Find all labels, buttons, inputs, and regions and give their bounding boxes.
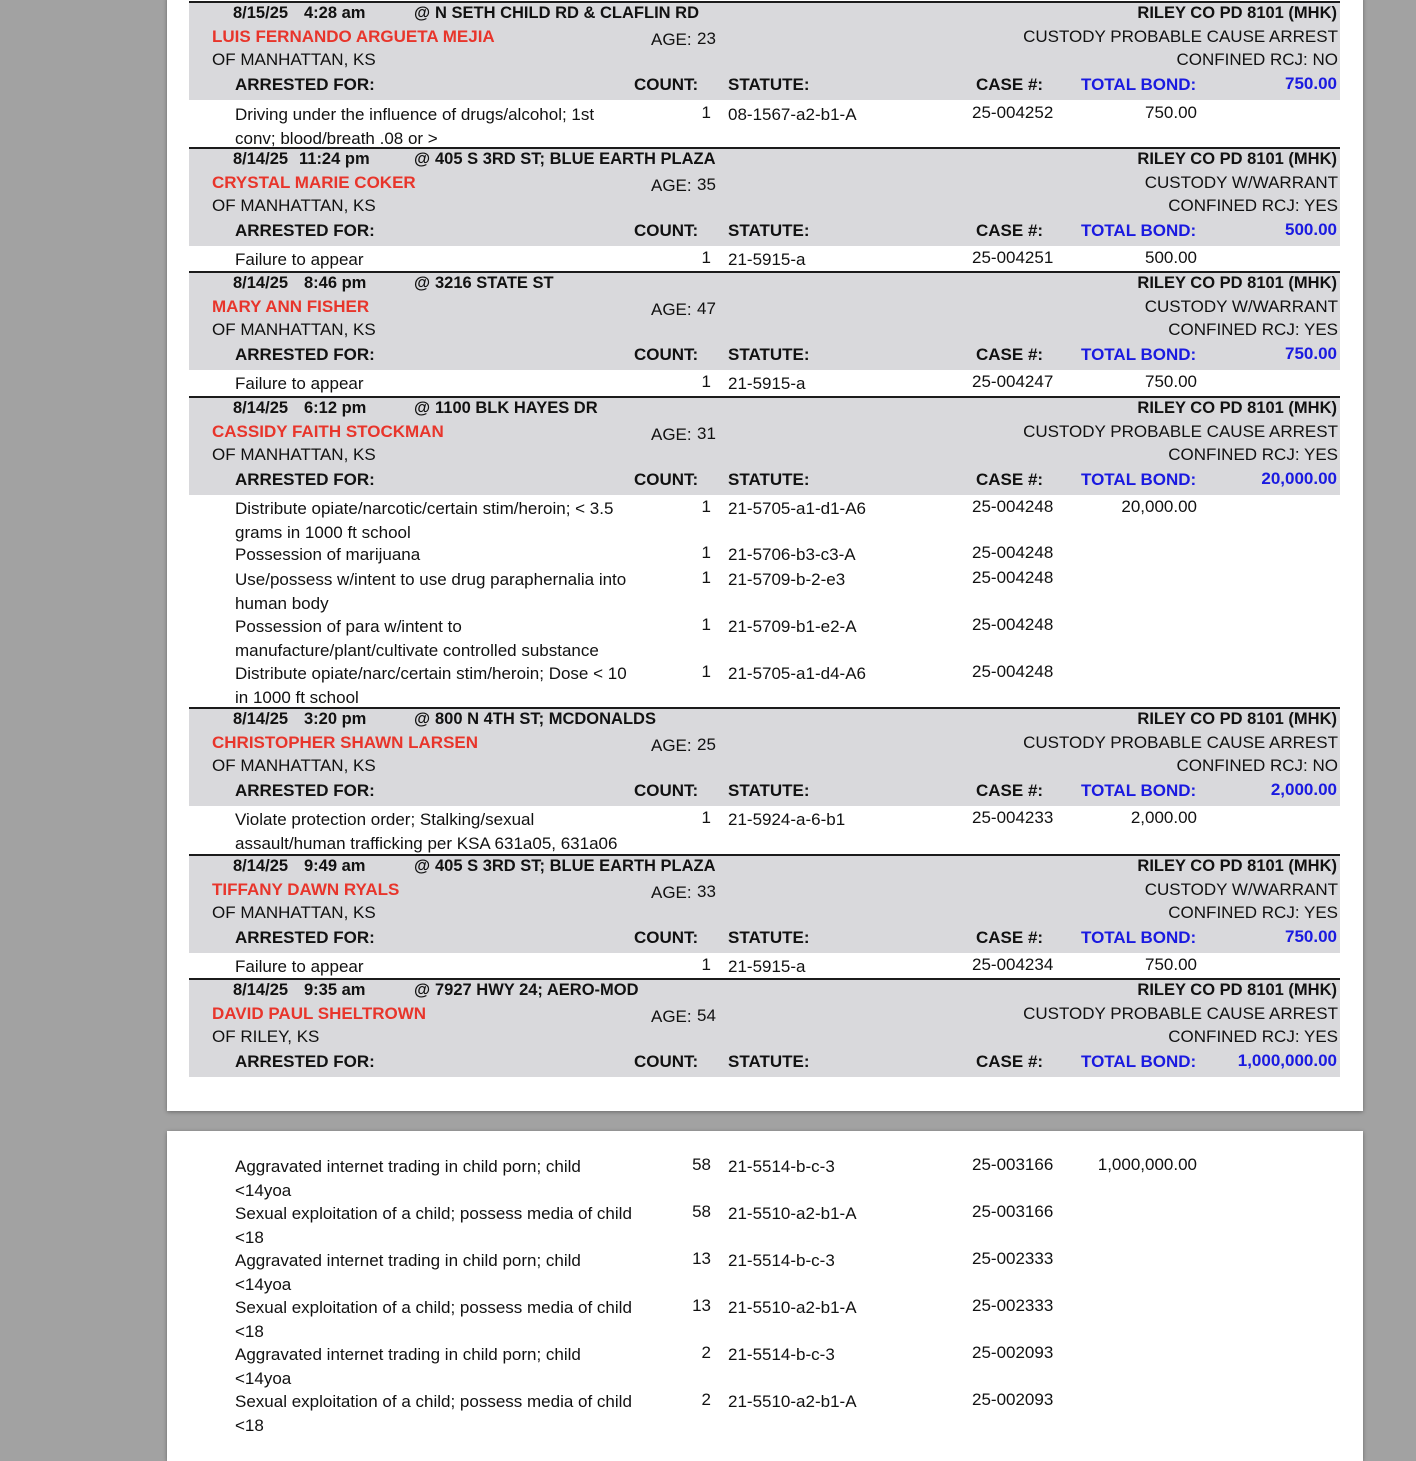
age-label: AGE: <box>651 176 692 195</box>
age-value: 33 <box>697 882 716 901</box>
arrestee-name: CHRISTOPHER SHAWN LARSEN <box>212 733 479 752</box>
agency: RILEY CO PD 8101 (MHK) <box>1137 710 1337 728</box>
arrest-date: 8/14/25 <box>233 150 289 168</box>
at-symbol: @ <box>414 857 431 875</box>
charge-case-number: 25-004252 <box>972 103 1054 122</box>
charge-case-number: 25-004248 <box>972 568 1054 587</box>
age-label: AGE: <box>651 736 692 755</box>
custody-type: CUSTODY PROBABLE CAUSE ARREST <box>1023 733 1338 752</box>
arrest-location: 1100 BLK HAYES DR <box>435 399 598 417</box>
charge-statute: 21-5915-a <box>728 250 806 269</box>
charge-description: Aggravated internet trading in child porn; child <14yoa <box>235 1157 581 1200</box>
charge-statute: 08-1567-a2-b1-A <box>728 105 857 124</box>
charge-bond: 500.00 <box>1145 248 1197 267</box>
total-bond-value: 750.00 <box>1285 344 1337 363</box>
age-value: 23 <box>697 29 716 48</box>
charge-statute: 21-5510-a2-b1-A <box>728 1298 857 1317</box>
charge-statute: 21-5924-a-6-b1 <box>728 810 846 829</box>
confined-status: CONFINED RCJ: YES <box>1168 1027 1338 1046</box>
total-bond-value: 1,000,000.00 <box>1237 1051 1337 1070</box>
arrest-date: 8/14/25 <box>233 399 289 417</box>
arrestee-city: OF RILEY, KS <box>212 1027 320 1046</box>
charge-statute: 21-5709-b-2-e3 <box>728 570 846 589</box>
arrest-date: 8/15/25 <box>233 4 289 22</box>
case-label: CASE #: <box>976 1052 1044 1071</box>
charge-description: Sexual exploitation of a child; possess media of child <18 <box>235 1392 632 1435</box>
at-symbol: @ <box>414 4 431 22</box>
count-label: COUNT: <box>634 75 699 94</box>
case-label: CASE #: <box>976 781 1044 800</box>
custody-type: CUSTODY W/WARRANT <box>1144 297 1338 316</box>
agency: RILEY CO PD 8101 (MHK) <box>1137 399 1337 417</box>
charge-description: Possession of marijuana <box>235 545 421 564</box>
charge-count: 1 <box>701 615 711 634</box>
age-value: 35 <box>697 175 716 194</box>
arrest-location: 7927 HWY 24; AERO-MOD <box>435 981 639 999</box>
charge-description: Failure to appear <box>235 374 364 393</box>
age-label: AGE: <box>651 1007 692 1026</box>
charge-count: 58 <box>692 1202 711 1221</box>
case-label: CASE #: <box>976 345 1044 364</box>
charge-statute: 21-5514-b-c-3 <box>728 1251 835 1270</box>
charge-description: Use/possess w/intent to use drug paraphernalia into human body <box>235 570 627 613</box>
charge-case-number: 25-004247 <box>972 372 1054 391</box>
arrested-for-label: ARRESTED FOR: <box>235 470 375 489</box>
statute-label: STATUTE: <box>728 221 810 240</box>
charge-count: 1 <box>701 543 711 562</box>
statute-label: STATUTE: <box>728 75 810 94</box>
agency: RILEY CO PD 8101 (MHK) <box>1137 857 1337 875</box>
at-symbol: @ <box>414 981 431 999</box>
arrest-time: 9:35 am <box>304 981 366 999</box>
charge-case-number: 25-004248 <box>972 543 1054 562</box>
total-bond-label: TOTAL BOND: <box>1081 345 1197 364</box>
charge-case-number: 25-002093 <box>972 1390 1054 1409</box>
charge-case-number: 25-002333 <box>972 1249 1054 1268</box>
charge-statute: 21-5709-b1-e2-A <box>728 617 857 636</box>
total-bond-value: 750.00 <box>1285 927 1337 946</box>
charge-description: Sexual exploitation of a child; possess media of child <18 <box>235 1204 632 1247</box>
charge-statute: 21-5705-a1-d1-A6 <box>728 499 866 518</box>
arrestee-name: LUIS FERNANDO ARGUETA MEJIA <box>212 27 495 46</box>
charge-case-number: 25-002333 <box>972 1296 1054 1315</box>
arrest-date: 8/14/25 <box>233 710 289 728</box>
total-bond-value: 500.00 <box>1285 220 1337 239</box>
arrest-location: 3216 STATE ST <box>435 274 554 292</box>
agency: RILEY CO PD 8101 (MHK) <box>1137 981 1337 999</box>
arrestee-name: CRYSTAL MARIE COKER <box>212 173 416 192</box>
case-label: CASE #: <box>976 221 1044 240</box>
charge-case-number: 25-004233 <box>972 808 1054 827</box>
total-bond-value: 750.00 <box>1285 74 1337 93</box>
agency: RILEY CO PD 8101 (MHK) <box>1137 4 1337 22</box>
arrestee-city: OF MANHATTAN, KS <box>212 320 376 339</box>
charge-description: Sexual exploitation of a child; possess media of child <18 <box>235 1298 632 1341</box>
charge-bond: 750.00 <box>1145 372 1197 391</box>
custody-type: CUSTODY PROBABLE CAUSE ARREST <box>1023 1004 1338 1023</box>
statute-label: STATUTE: <box>728 1052 810 1071</box>
at-symbol: @ <box>414 150 431 168</box>
arrest-location: 405 S 3RD ST; BLUE EARTH PLAZA <box>435 150 716 168</box>
case-label: CASE #: <box>976 75 1044 94</box>
arrested-for-label: ARRESTED FOR: <box>235 781 375 800</box>
arrestee-city: OF MANHATTAN, KS <box>212 445 376 464</box>
charge-statute: 21-5514-b-c-3 <box>728 1345 835 1364</box>
charge-statute: 21-5510-a2-b1-A <box>728 1204 857 1223</box>
charge-bond: 2,000.00 <box>1130 808 1197 827</box>
charge-bond: 750.00 <box>1145 103 1197 122</box>
charge-description: Failure to appear <box>235 957 364 976</box>
charge-case-number: 25-004234 <box>972 955 1054 974</box>
count-label: COUNT: <box>634 781 699 800</box>
charge-case-number: 25-004248 <box>972 497 1054 516</box>
custody-type: CUSTODY PROBABLE CAUSE ARREST <box>1023 422 1338 441</box>
age-value: 25 <box>697 735 716 754</box>
charge-count: 1 <box>701 568 711 587</box>
confined-status: CONFINED RCJ: NO <box>1176 50 1338 69</box>
report-page-1 <box>167 0 1363 1111</box>
charge-case-number: 25-003166 <box>972 1155 1054 1174</box>
arrested-for-label: ARRESTED FOR: <box>235 75 375 94</box>
arrested-for-label: ARRESTED FOR: <box>235 1052 375 1071</box>
total-bond-value: 20,000.00 <box>1261 469 1337 488</box>
statute-label: STATUTE: <box>728 470 810 489</box>
total-bond-label: TOTAL BOND: <box>1081 781 1197 800</box>
charge-count: 2 <box>701 1343 711 1362</box>
age-value: 31 <box>697 424 716 443</box>
arrest-location: 800 N 4TH ST; MCDONALDS <box>435 710 656 728</box>
agency: RILEY CO PD 8101 (MHK) <box>1137 274 1337 292</box>
charge-statute: 21-5915-a <box>728 374 806 393</box>
arrest-time: 6:12 pm <box>304 399 367 417</box>
total-bond-label: TOTAL BOND: <box>1081 470 1197 489</box>
count-label: COUNT: <box>634 928 699 947</box>
agency: RILEY CO PD 8101 (MHK) <box>1137 150 1337 168</box>
charge-statute: 21-5514-b-c-3 <box>728 1157 835 1176</box>
charge-count: 1 <box>701 372 711 391</box>
age-label: AGE: <box>651 30 692 49</box>
charge-description: Distribute opiate/narc/certain stim/heroin; Dose < 10 in 1000 ft school <box>235 664 627 707</box>
total-bond-label: TOTAL BOND: <box>1081 221 1197 240</box>
count-label: COUNT: <box>634 345 699 364</box>
charge-description: Aggravated internet trading in child porn; child <14yoa <box>235 1251 581 1294</box>
charge-description: Possession of para w/intent to manufacture/plant/cultivate controlled substance <box>235 617 599 660</box>
charge-case-number: 25-004248 <box>972 662 1054 681</box>
charge-count: 1 <box>701 103 711 122</box>
custody-type: CUSTODY W/WARRANT <box>1144 880 1338 899</box>
arrested-for-label: ARRESTED FOR: <box>235 221 375 240</box>
arrest-time: 3:20 pm <box>304 710 367 728</box>
charge-description: Violate protection order; Stalking/sexual assault/human trafficking per KSA 631a05, 631a06 <box>235 810 618 853</box>
charge-count: 1 <box>701 248 711 267</box>
charge-case-number: 25-004251 <box>972 248 1054 267</box>
age-label: AGE: <box>651 425 692 444</box>
age-value: 47 <box>697 299 716 318</box>
charge-description: Distribute opiate/narcotic/certain stim/heroin; < 3.5 grams in 1000 ft school <box>235 499 614 542</box>
charge-bond: 20,000.00 <box>1121 497 1197 516</box>
arrest-time: 9:49 am <box>304 857 366 875</box>
charge-count: 1 <box>701 497 711 516</box>
arrestee-city: OF MANHATTAN, KS <box>212 196 376 215</box>
count-label: COUNT: <box>634 221 699 240</box>
arrest-location: 405 S 3RD ST; BLUE EARTH PLAZA <box>435 857 716 875</box>
report-page-2 <box>167 1131 1363 1461</box>
arrest-time: 8:46 pm <box>304 274 367 292</box>
arrest-time: 11:24 pm <box>299 150 370 168</box>
confined-status: CONFINED RCJ: YES <box>1168 320 1338 339</box>
charge-case-number: 25-002093 <box>972 1343 1054 1362</box>
total-bond-value: 2,000.00 <box>1270 780 1337 799</box>
age-label: AGE: <box>651 883 692 902</box>
arrest-date: 8/14/25 <box>233 981 289 999</box>
charge-count: 13 <box>692 1249 711 1268</box>
case-label: CASE #: <box>976 928 1044 947</box>
charge-count: 1 <box>701 955 711 974</box>
age-value: 54 <box>697 1006 716 1025</box>
confined-status: CONFINED RCJ: YES <box>1168 903 1338 922</box>
charge-count: 1 <box>701 808 711 827</box>
at-symbol: @ <box>414 274 431 292</box>
charge-statute: 21-5510-a2-b1-A <box>728 1392 857 1411</box>
charge-count: 13 <box>692 1296 711 1315</box>
charge-statute: 21-5706-b3-c3-A <box>728 545 856 564</box>
charge-statute: 21-5705-a1-d4-A6 <box>728 664 866 683</box>
custody-type: CUSTODY W/WARRANT <box>1144 173 1338 192</box>
case-label: CASE #: <box>976 470 1044 489</box>
confined-status: CONFINED RCJ: NO <box>1176 756 1338 775</box>
arrestee-name: DAVID PAUL SHELTROWN <box>212 1004 427 1023</box>
charge-count: 58 <box>692 1155 711 1174</box>
statute-label: STATUTE: <box>728 928 810 947</box>
arrestee-city: OF MANHATTAN, KS <box>212 903 376 922</box>
count-label: COUNT: <box>634 1052 699 1071</box>
charge-case-number: 25-003166 <box>972 1202 1054 1221</box>
at-symbol: @ <box>414 710 431 728</box>
arrestee-city: OF MANHATTAN, KS <box>212 756 376 775</box>
statute-label: STATUTE: <box>728 781 810 800</box>
total-bond-label: TOTAL BOND: <box>1081 928 1197 947</box>
count-label: COUNT: <box>634 470 699 489</box>
charge-description: Failure to appear <box>235 250 364 269</box>
charge-description: Driving under the influence of drugs/alcohol; 1st conv; blood/breath .08 or > <box>235 105 595 148</box>
confined-status: CONFINED RCJ: YES <box>1168 445 1338 464</box>
total-bond-label: TOTAL BOND: <box>1081 1052 1197 1071</box>
arrest-date: 8/14/25 <box>233 274 289 292</box>
charge-bond: 750.00 <box>1145 955 1197 974</box>
arrested-for-label: ARRESTED FOR: <box>235 345 375 364</box>
arrestee-city: OF MANHATTAN, KS <box>212 50 376 69</box>
arrested-for-label: ARRESTED FOR: <box>235 928 375 947</box>
charge-statute: 21-5915-a <box>728 957 806 976</box>
arrest-time: 4:28 am <box>304 4 366 22</box>
charge-count: 2 <box>701 1390 711 1409</box>
custody-type: CUSTODY PROBABLE CAUSE ARREST <box>1023 27 1338 46</box>
charge-count: 1 <box>701 662 711 681</box>
charge-description: Aggravated internet trading in child porn; child <14yoa <box>235 1345 581 1388</box>
confined-status: CONFINED RCJ: YES <box>1168 196 1338 215</box>
charge-case-number: 25-004248 <box>972 615 1054 634</box>
arrestee-name: TIFFANY DAWN RYALS <box>212 880 400 899</box>
at-symbol: @ <box>414 399 431 417</box>
age-label: AGE: <box>651 300 692 319</box>
total-bond-label: TOTAL BOND: <box>1081 75 1197 94</box>
arrestee-name: CASSIDY FAITH STOCKMAN <box>212 422 444 441</box>
arrestee-name: MARY ANN FISHER <box>212 297 370 316</box>
arrest-location: N SETH CHILD RD & CLAFLIN RD <box>435 4 699 22</box>
arrest-date: 8/14/25 <box>233 857 289 875</box>
statute-label: STATUTE: <box>728 345 810 364</box>
charge-bond: 1,000,000.00 <box>1097 1155 1197 1174</box>
